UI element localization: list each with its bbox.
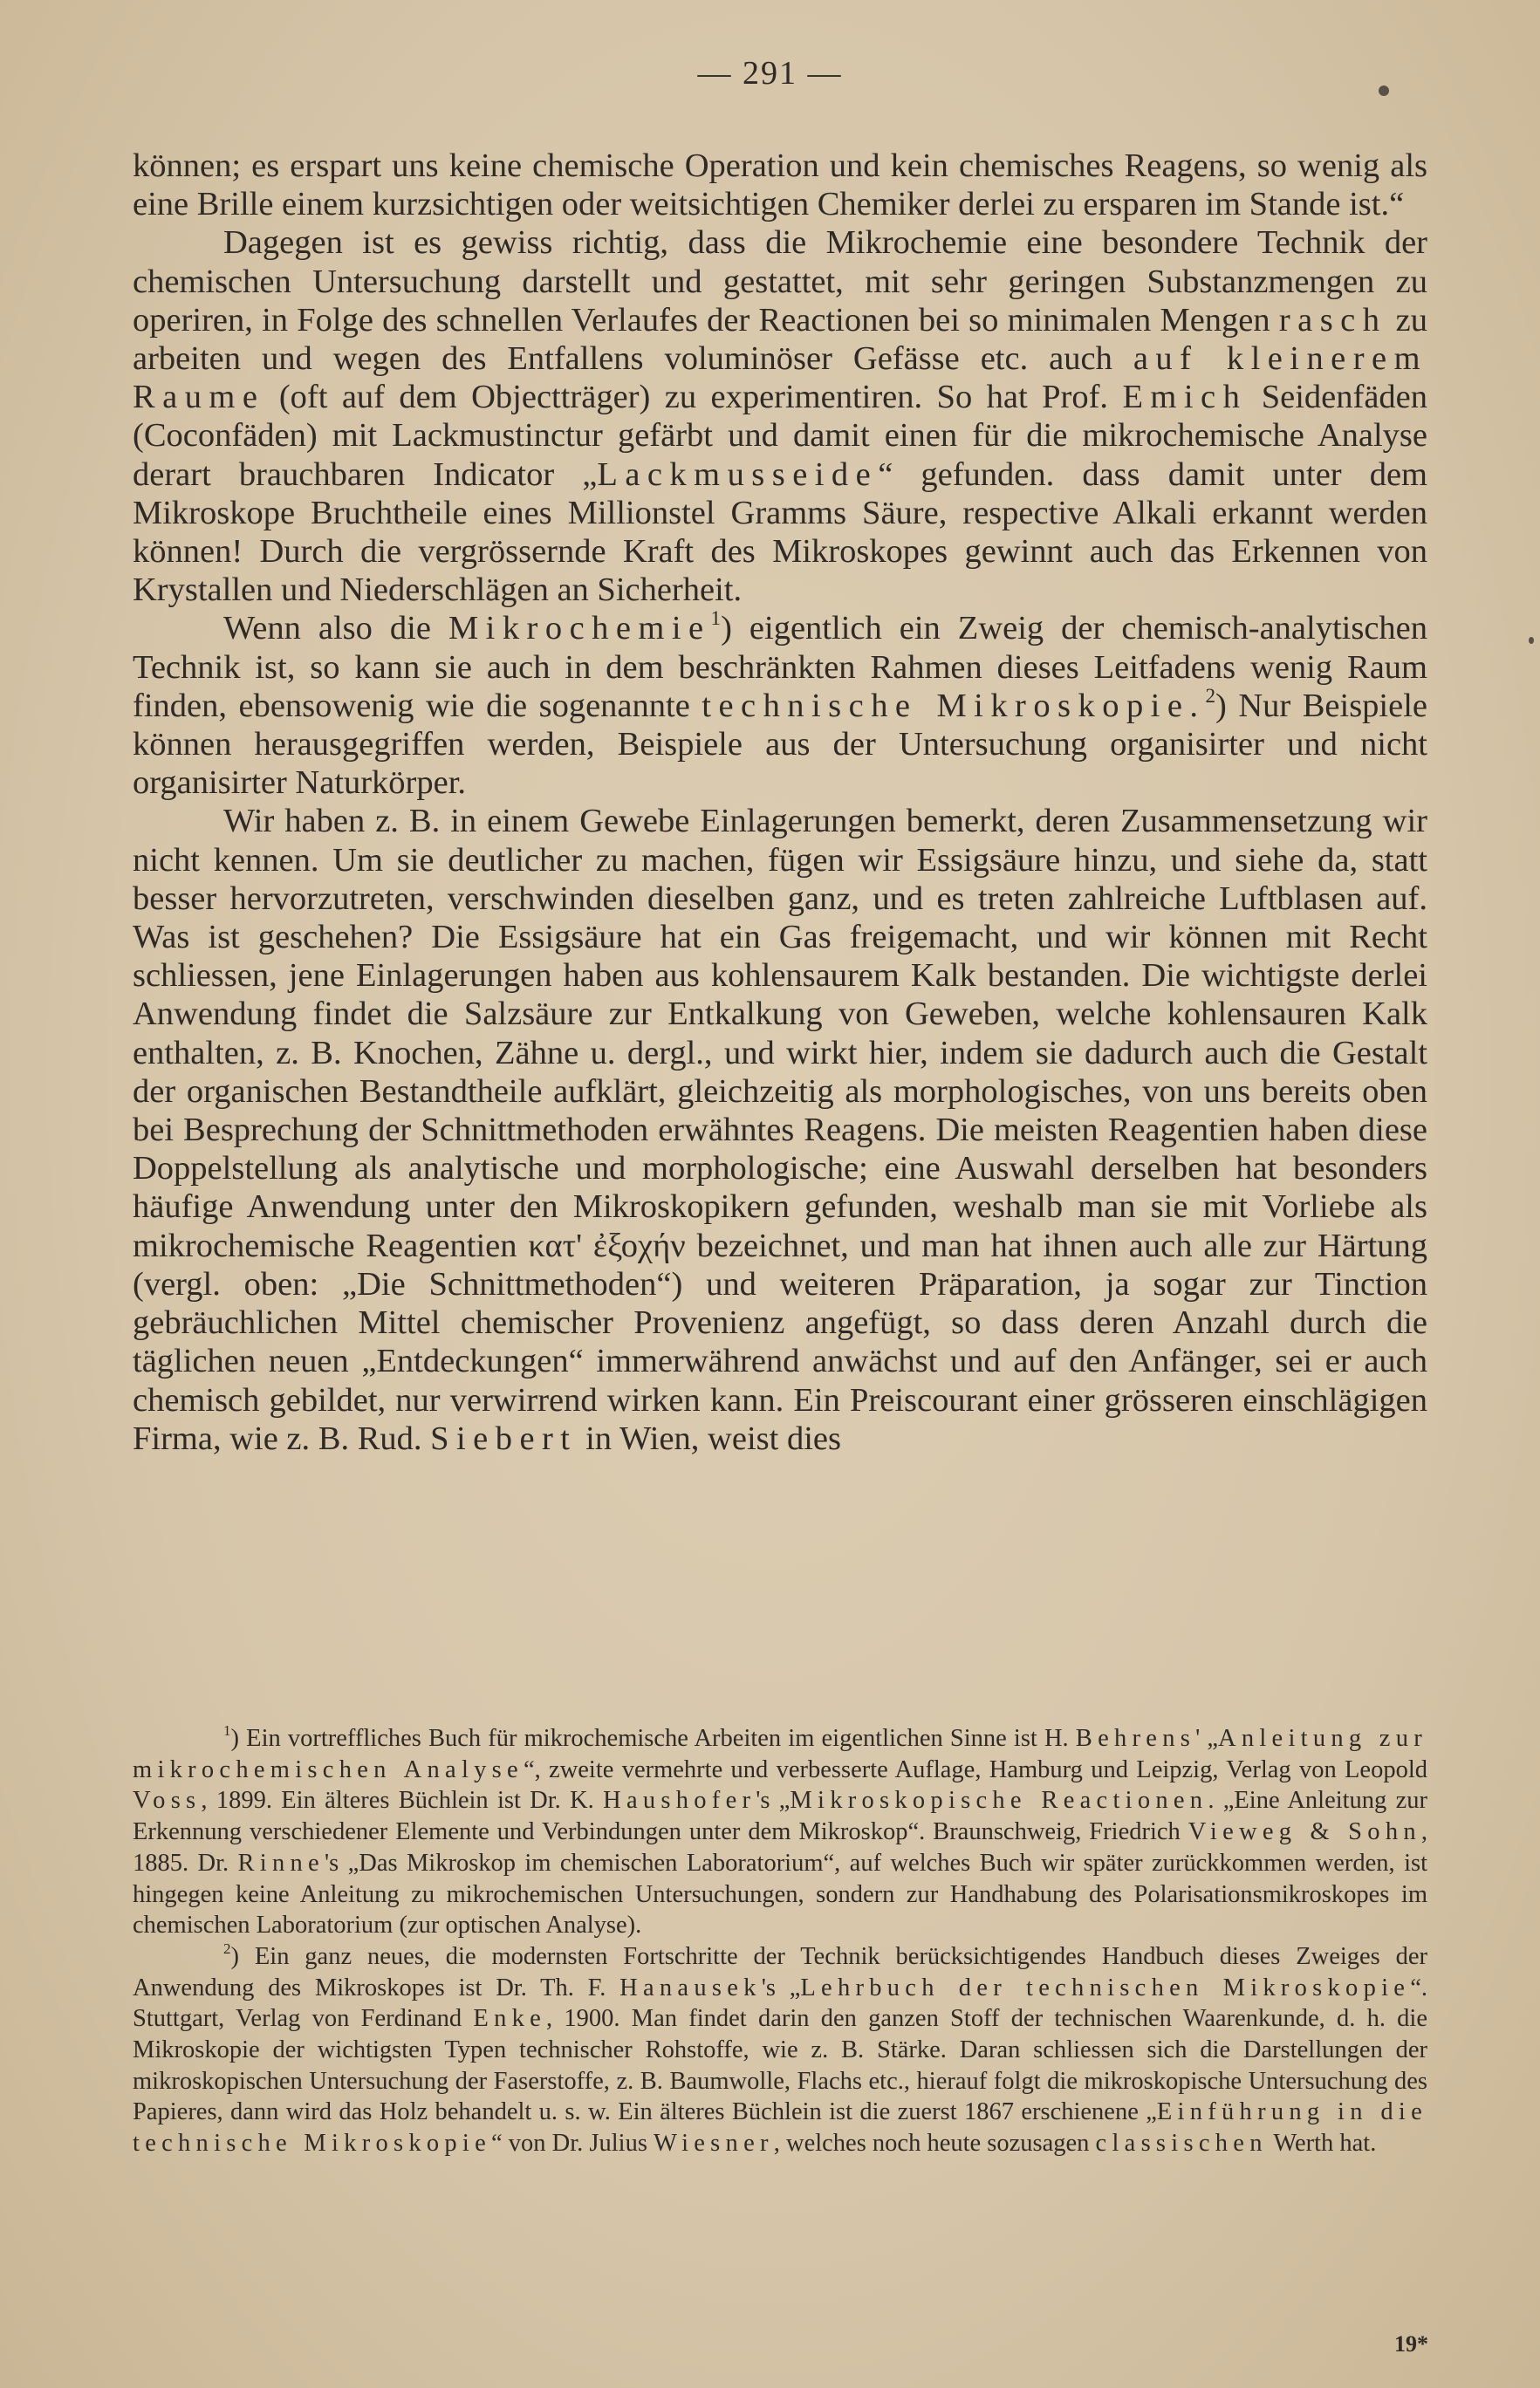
text-run: ' „ [1195,1725,1218,1752]
text-run: “ von Dr. Julius [491,2130,654,2158]
text-run: Dagegen ist es gewiss richtig, dass die Mikrochemie eine besondere Technik der chemischen Untersuchung darstellt und gestattet, mit sehr geringen Substanzmengen zu operiren, in Folge des schnellen Verlaufes der Reactionen bei so minimalen Mengen [133,224,1427,339]
text-run: zu arbeiten und wegen des Entfallens voluminöser Gefässe etc. auch [133,301,1428,378]
text-run: ) Nur Beispiele können herausgegriffen werden, Beispiele aus der Untersuchung organisirter und nicht organisirter Naturkörper. [133,687,1427,802]
spaced-emphasis: Behrens [1075,1725,1196,1752]
spaced-emphasis: technische Mikroskopie. [702,687,1206,724]
text-run: , 1899. Ein älteres Büchlein ist Dr. K. [201,1787,604,1815]
spaced-emphasis: Hanausek [619,1974,762,2001]
paragraph-3 [133,606,1427,802]
spaced-emphasis: Emich [1122,379,1248,416]
text-run: 's „ [756,1787,791,1815]
text-run: , welches noch heute sozusagen [773,2130,1096,2158]
spaced-emphasis: classischen [1095,2130,1268,2158]
text-run: (oft auf dem Objectträger) zu experimentiren. So hat Prof. [264,379,1123,416]
main-text [133,147,1427,1458]
spaced-emphasis: Lehrbuch der technischen Mikroskopie [800,1974,1411,2001]
text-run: . „Eine Anleitung zur Erkennung verschiedener Elemente und Verbindungen unter dem Mikroskop“. Braunschweig, Friedrich [133,1787,1427,1846]
footnote-ref: 2 [1205,683,1216,707]
text-run: ) Ein vortreffliches Buch für mikrochemische Arbeiten im eigentlichen Sinne ist H. [230,1725,1076,1752]
text-run: “. Stuttgart, Verlag von Ferdinand [133,1974,1427,2033]
spaced-emphasis: Rinne [237,1849,325,1877]
spaced-emphasis: Lackmusseide [597,455,879,493]
text-run: Wir haben z. B. in einem Gewebe Einlagerungen bemerkt, deren Zusammensetzung wir nicht kennen. Um sie deutlicher zu machen, fügen wir Essigsäure hinzu, und siehe da, statt besser hervorzutreten, verschwinden dieselben ganz, und es treten zahlreiche Luftblasen auf. Was ist geschehen? Die Essigsäure hat ein Gas freigemacht, und wir können mit Recht schliessen, jene Einlagerungen haben aus kohlensaurem Kalk bestanden. Die wichtigste derlei Anwendung findet die Salzsäure zur Entkalkung von Geweben, welche kohlensauren Kalk enthalten, z. B. Knochen, Zähne u. dergl., und wirkt hier, indem sie dadurch auch die Gestalt der organischen Bestandtheile aufklärt, gleichzeitig als morphologisches, von uns bereits oben bei Besprechung der Schnittmethoden erwähntes Reagens. Die meisten Reagentien haben diese Doppelstellung als analytische und morphologische; eine Auswahl derselben hat besonders häufige Anwendung unter den Mikroskopikern gefunden, weshalb man sie mit Vorliebe als mikrochemische Reagentien κατ' ἐξοχήν bezeichnet, und man hat ihnen auch alle zur Härtung (vergl. oben: „Die Schnittmethoden“) und weiteren Präparation, ja sogar zur Tinction gebräuchlichen Mittel chemischer Provenienz angefügt, so dass deren Anzahl durch die täglichen neuen „Entdeckungen“ immerwährend anwächst und auf den Anfänger, sei er auch chemisch gebildet, nur verwirrend wirken kann. Ein Preiscourant einer grösseren einschlägigen Firma, wie z. B. Rud. [133,803,1427,1457]
footnote-ref: 1 [223,1722,231,1740]
footnote-2 [133,1941,1427,2159]
text-run: Werth hat. [1267,2130,1377,2158]
text-run: “, zweite vermehrte und verbesserte Auflage, Hamburg und Leipzig, Verlag von Leopold [523,1755,1427,1783]
ink-speck [1529,637,1534,644]
paragraph-2 [133,223,1427,609]
spaced-emphasis: Haushofer [603,1787,756,1815]
signature-mark: 19* [1394,2331,1428,2357]
text-run: Wenn also die [223,610,448,647]
footnote-1 [133,1723,1427,1941]
footnote-ref: 2 [223,1940,231,1957]
spaced-emphasis: Wiesner [654,2130,774,2158]
paragraph-1 [133,147,1427,223]
spaced-emphasis: Enke [473,2005,547,2033]
spaced-emphasis: Voss [133,1787,202,1815]
text-run: 's „ [761,1974,801,2001]
text-run: ) eigentlich ein Zweig der chemisch-analytischen Technik ist, so kann sie auch in dem beschränkten Rahmen dieses Leitfadens wenig Raum finden, ebensowenig wie die sogenannte [133,610,1427,724]
spaced-emphasis: rasch [1278,301,1387,339]
footnotes [133,1723,1427,2159]
text-run: können; es erspart uns keine chemische Operation und kein chemisches Reagens, so wenig als eine Brille einem kurzsichtigen oder weitsichtigen Chemiker derlei zu ersparen im Stande ist.“ [133,147,1427,223]
spaced-emphasis: Mikroskopische Reactionen [790,1787,1208,1815]
spaced-emphasis: Vieweg & Sohn [1188,1818,1421,1846]
spaced-emphasis: Mikrochemie [448,610,711,647]
text-run: , 1885. Dr. [133,1818,1427,1877]
spaced-emphasis: Anleitung zur mikrochemischen Analyse [133,1725,1427,1783]
page-number: — 291 — [697,55,843,92]
text-run: in Wien, weist dies [577,1420,841,1457]
text-run: 's „Das Mikroskop im chemischen Laboratorium“, auf welches Buch wir später zurückkommen werden, ist hingegen keine Anleitung zu mikrochemischen Untersuchungen, sondern zur Handhabung des Polarisationsmikroskopes im chemischen Laboratorium (zur optischen Analyse). [133,1849,1427,1940]
text-run: ) Ein ganz neues, die modernsten Fortschritte der Technik berücksichtigendes Handbuch dieses Zweiges der Anwendung des Mikroskopes ist Dr. Th. F. [133,1942,1427,2001]
text-run: “ gefunden. dass damit unter dem Mikroskope Bruchtheile eines Millionstel Gramms Säure, respective Alkali erkannt werden können! Durch die vergrössernde Kraft des Mikroskopes gewinnt auch das Erkennen von Krystallen und Niederschlägen an Sicherheit. [133,455,1427,609]
footnote-ref: 1 [710,606,722,630]
text-run: , 1900. Man findet darin den ganzen Stoff der technischen Waarenkunde, d. h. die Mikroskopie der wichtigsten Typen technischer Rohstoffe, wie z. B. Stärke. Daran schliessen sich die Darstellungen der mikroskopischen Untersuchung der Faserstoffe, z. B. Baumwolle, Flachs etc., hierauf folgt die mikroskopische Untersuchung des Papieres, dann wird das Holz behandelt u. s. w. Ein älteres Büchlein ist die zuerst 1867 erschienene „ [133,2005,1427,2126]
spaced-emphasis: auf kleinerem Raume [133,340,1428,416]
spaced-emphasis: Siebert [430,1420,578,1457]
spaced-emphasis: Einführung in die technische Mikroskopie [133,2098,1427,2158]
paragraph-4 [133,802,1427,1457]
text-run: Seidenfäden (Coconfäden) mit Lackmustinctur gefärbt und damit einen für die mikrochemische Analyse derart brauchbaren Indicator „ [133,379,1427,493]
